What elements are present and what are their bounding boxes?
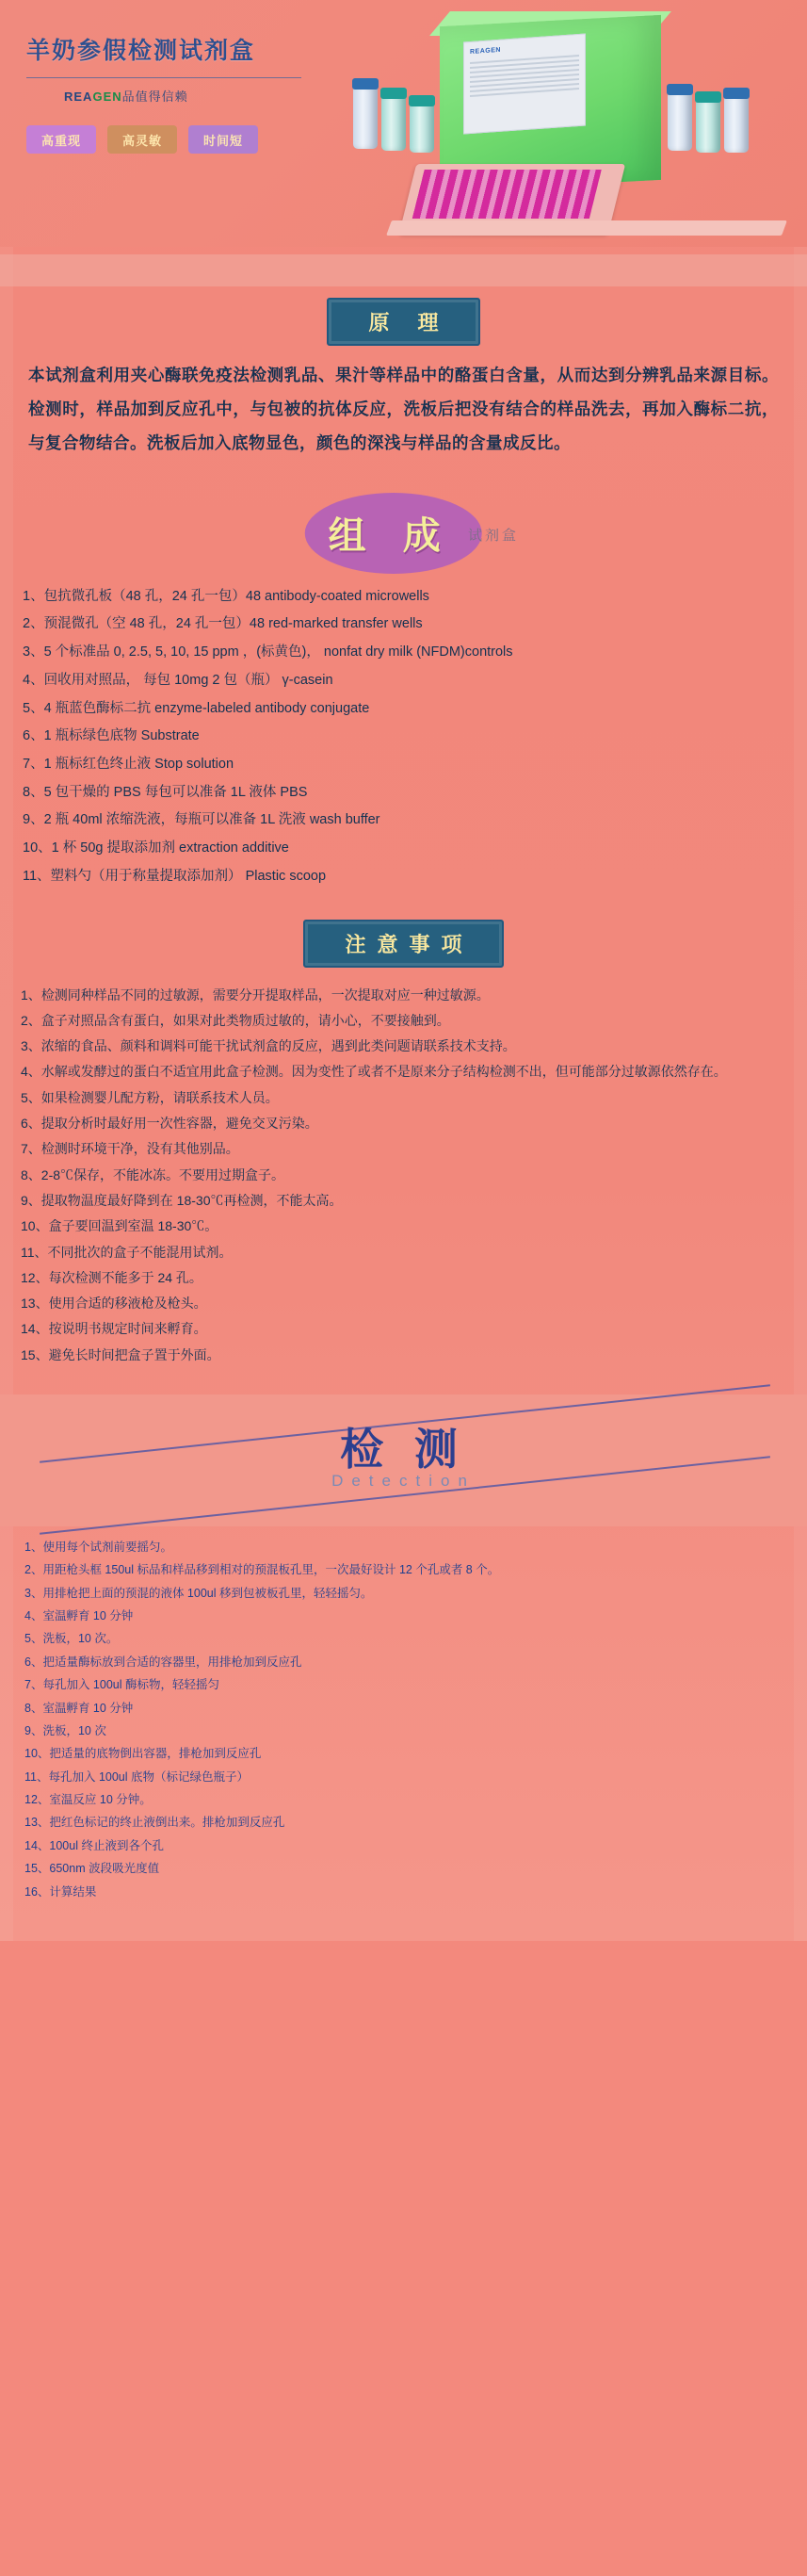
brand-name-prefix: REA [64, 90, 93, 104]
badge-sensitivity: 高灵敏 [107, 125, 177, 154]
insert-card [463, 33, 586, 134]
feature-badges [26, 125, 301, 154]
principle-title: 原 理 [327, 298, 479, 346]
list-item: 15、650nm 波段吸光度值 [24, 1862, 160, 1876]
brand-name-accent: GEN [92, 90, 122, 104]
principle-header [0, 298, 807, 346]
list-item: 7、每孔加入 100ul 酶标物，轻轻摇匀 [24, 1678, 219, 1692]
microplate-wells [412, 170, 602, 219]
list-item: 6、把适量酶标放到合适的容器里，用排枪加到反应孔 [24, 1655, 302, 1669]
reagent-vial [353, 87, 378, 149]
product-title: 羊奶参假检测试剂盒 [26, 37, 256, 64]
page-right-edge [794, 0, 807, 1941]
list-item: 2、用距枪头框 150ul 标品和样品移到相对的预混板孔里，一次最好设计 12 个孔或者 8 个。 [24, 1563, 500, 1577]
principle-body: 本试剂盒利用夹心酶联免疫法检测乳品、果汁等样品中的酪蛋白含量，从而达到分辨乳品来源目标。检测时，样品加到反应孔中，与包被的抗体反应，洗板后把没有结合的样品洗去，再加入酶标二抗，与复合物结合。洗板后加入底物显色，颜色的深浅与样品的含量成反比。 [28, 366, 779, 452]
composition-header [0, 491, 807, 578]
reagent-vial [668, 92, 692, 151]
list-item: 6、提取分析时最好用一次性容器，避免交叉污染。 [21, 1116, 318, 1132]
list-item: 9、洗板，10 次 [24, 1723, 106, 1737]
list-item: 10、把适量的底物倒出容器，排枪加到反应孔 [24, 1747, 262, 1761]
list-item: 8、5 包干燥的 PBS 每包可以准备 1L 液体 PBS [23, 784, 308, 800]
list-item: 14、100ul 终止液到各个孔 [24, 1838, 164, 1852]
list-item: 3、浓缩的食品、颜料和调料可能干扰试剂盒的反应，遇到此类问题请联系技术支持。 [21, 1038, 516, 1054]
list-item: 5、洗板，10 次。 [24, 1632, 119, 1646]
list-item: 9、提取物温度最好降到在 18-30℃再检测，不能太高。 [21, 1192, 343, 1208]
composition-subtitle: 试剂盒 [468, 527, 520, 544]
list-item: 3、用排枪把上面的预混的液体 100ul 移到包被板孔里，轻轻摇匀。 [24, 1586, 373, 1600]
list-item: 12、室温反应 10 分钟。 [24, 1793, 152, 1807]
list-item: 9、2 瓶 40ml 浓缩洗液，每瓶可以准备 1L 洗液 wash buffer [23, 812, 380, 828]
list-item: 4、回收用对照品， 每包 10mg 2 包（瓶） γ-casein [23, 672, 333, 688]
list-item: 2、预混微孔（空 48 孔，24 孔一包）48 red-marked transfer wells [23, 616, 423, 632]
list-item: 3、5 个标准品 0, 2.5, 5, 10, 15 ppm ，(标黄色)， nonfat dry milk (NFDM)controls [23, 644, 513, 660]
list-item: 4、室温孵育 10 分钟 [24, 1609, 134, 1623]
list-item: 11、塑料勺（用于称量提取添加剂） Plastic scoop [23, 868, 327, 884]
insert-card-lines [470, 54, 579, 96]
composition-title: 组 成 [328, 514, 454, 557]
notes-title: 注意事项 [303, 920, 503, 968]
badge-reproducibility: 高重现 [26, 125, 96, 154]
list-item: 15、避免长时间把盒子置于外面。 [21, 1346, 220, 1362]
list-item: 8、2-8℃保存，不能冰冻。不要用过期盒子。 [21, 1166, 285, 1182]
detection-steps [0, 1526, 807, 1941]
list-item: 12、每次检测不能多于 24 孔。 [21, 1269, 202, 1285]
list-item: 13、把红色标记的终止液倒出来。排枪加到反应孔 [24, 1816, 285, 1830]
composition-list [0, 578, 807, 908]
brand-tagline-suffix: 品值得信赖 [121, 90, 188, 104]
list-item: 5、4 瓶蓝色酶标二抗 enzyme-labeled antibody conjugate [23, 700, 370, 716]
hero-banner [0, 0, 807, 247]
list-item: 13、使用合适的移液枪及枪头。 [21, 1296, 207, 1312]
list-item: 1、使用每个试剂前要摇匀。 [24, 1540, 172, 1554]
list-item: 11、每孔加入 100ul 底物（标记绿色瓶子） [24, 1769, 250, 1784]
photo-base-shadow [386, 220, 787, 236]
detection-header [0, 1394, 807, 1526]
list-item: 4、水解或发酵过的蛋白不适宜用此盒子检测。因为变性了或者不是原来分子结构检测不出，但可能部分过敏源依然存在。 [21, 1064, 727, 1080]
list-item: 11、不同批次的盒子不能混用试剂。 [21, 1244, 233, 1260]
list-item: 1、包抗微孔板（48 孔，24 孔一包）48 antibody-coated microwells [23, 588, 429, 604]
list-item: 10、盒子要回温到室温 18-30℃。 [21, 1218, 218, 1234]
hero-divider [26, 77, 301, 78]
detection-subtitle: Detection [331, 1471, 476, 1490]
reagent-vial [410, 104, 434, 153]
list-item: 10、1 杯 50g 提取添加剂 extraction additive [23, 840, 289, 856]
detection-title: 检 测 [340, 1424, 467, 1474]
notes-header [0, 920, 807, 968]
list-item: 7、1 瓶标红色终止液 Stop solution [23, 756, 234, 772]
page-left-edge [0, 0, 13, 1941]
list-item: 14、按说明书规定时间来孵育。 [21, 1321, 207, 1337]
list-item: 1、检测同种样品不同的过敏源，需要分开提取样品，一次提取对应一种过敏源。 [21, 986, 490, 1003]
badge-speed: 时间短 [188, 125, 258, 154]
divider-band-1 [0, 254, 807, 286]
insert-card-brand: REAGEN [470, 46, 501, 57]
reagent-vial [724, 96, 749, 153]
list-item: 2、盒子对照品含有蛋白，如果对此类物质过敏的，请小心，不要接触到。 [21, 1012, 450, 1028]
product-photo [299, 6, 807, 243]
list-item: 8、室温孵育 10 分钟 [24, 1701, 134, 1715]
reagent-vial [381, 96, 406, 151]
reagent-vial [696, 100, 720, 153]
list-item: 5、如果检测婴儿配方粉，请联系技术人员。 [21, 1089, 279, 1105]
notes-list [0, 977, 807, 1385]
list-item: 7、检测时环境干净，没有其他别品。 [21, 1141, 239, 1157]
list-item: 6、1 瓶标绿色底物 Substrate [23, 728, 200, 744]
list-item: 16、计算结果 [24, 1884, 97, 1899]
brand-tagline [64, 87, 301, 105]
hero-text-block [26, 32, 301, 154]
